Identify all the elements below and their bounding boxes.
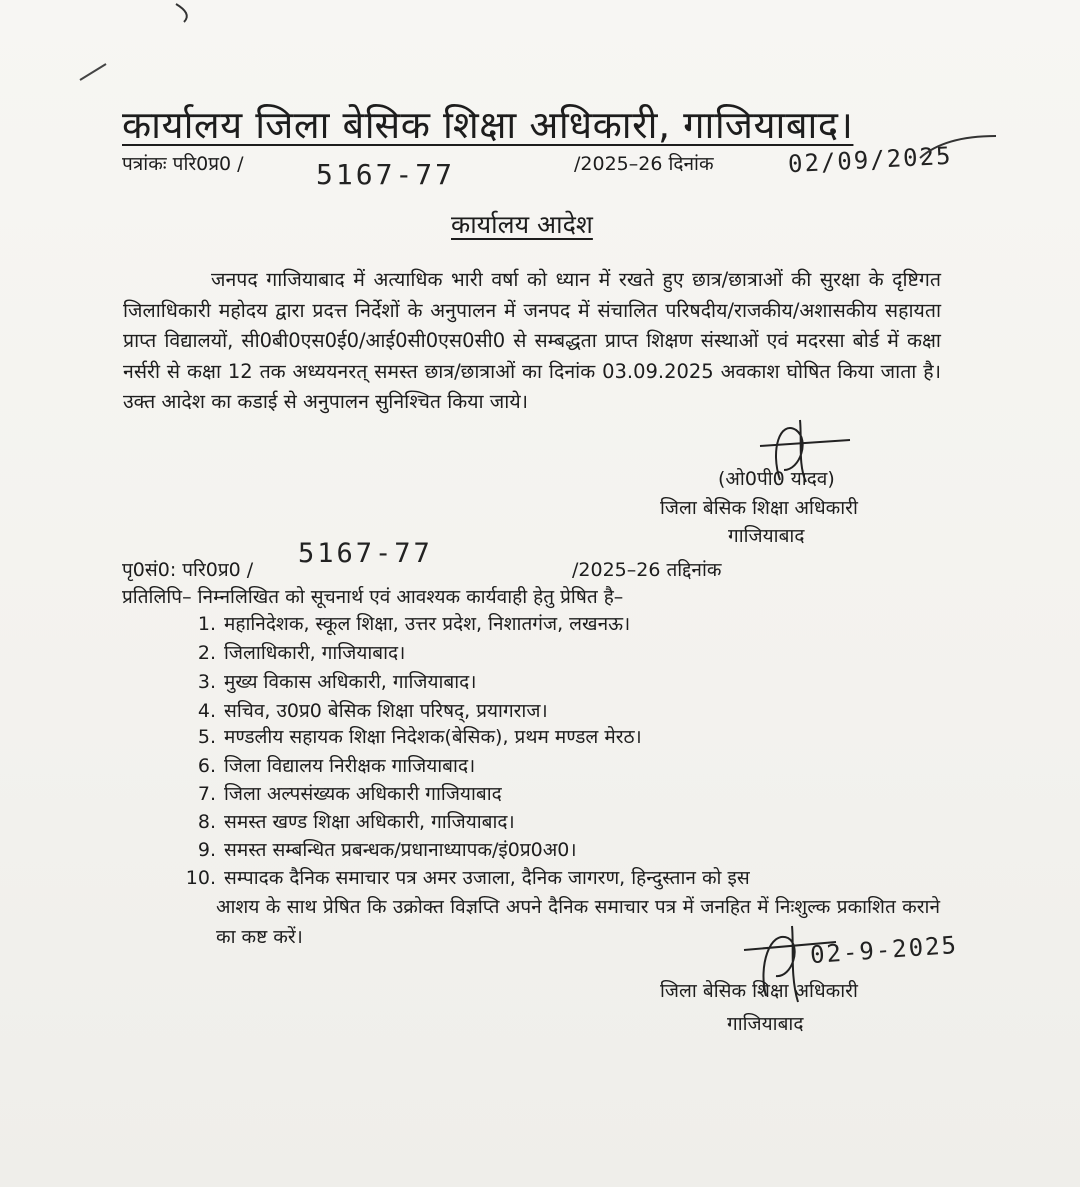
office-heading: कार्यालय जिला बेसिक शिक्षा अधिकारी, गाजियाबाद। [122, 103, 854, 147]
date-flourish [900, 130, 1000, 170]
order-title: कार्यालय आदेश [451, 210, 593, 239]
signature-2-designation: जिला बेसिक शिक्षा अधिकारी [660, 980, 858, 1002]
order-body [123, 265, 941, 418]
recipient-item: 10. सम्पादक दैनिक समाचार पत्र अमर उजाला, दैनिक जागरण, हिन्दुस्तान को इस [185, 867, 750, 889]
recipient-item: 5. मण्डलीय सहायक शिक्षा निदेशक(बेसिक), प्रथम मण्डल मेरठ। [197, 726, 642, 748]
recipient-item: 8. समस्त खण्ड शिक्षा अधिकारी, गाजियाबाद। [197, 811, 515, 833]
recipient-item: 2. जिलाधिकारी, गाजियाबाद। [197, 642, 406, 664]
signature-1-designation: जिला बेसिक शिक्षा अधिकारी [660, 497, 858, 519]
copy-ref-prefix: पृ0सं0: परि0प्र0 / [122, 559, 254, 581]
signature-2-place: गाजियाबाद [727, 1013, 804, 1035]
ref-session: /2025–26 दिनांक [574, 153, 714, 175]
recipient-item: 1. महानिदेशक, स्कूल शिक्षा, उत्तर प्रदेश, निशातगंज, लखनऊ। [197, 613, 631, 635]
signature-1-name: (ओ0पी0 यादव) [718, 468, 835, 490]
signature-1-place: गाजियाबाद [728, 525, 805, 547]
recipient-item: 7. जिला अल्पसंख्यक अधिकारी गाजियाबाद [197, 783, 502, 805]
copy-ref-hand-number: 5167-77 [298, 538, 433, 569]
recipient-item: 6. जिला विद्यालय निरीक्षक गाजियाबाद। [197, 755, 476, 777]
ref-hand-date: 02/09/2025 [787, 141, 954, 179]
ref-prefix: पत्रांकः परि0प्र0 / [122, 153, 244, 175]
recipient-item: 4. सचिव, उ0प्र0 बेसिक शिक्षा परिषद्, प्रयागराज। [197, 700, 548, 722]
order-body-text: जनपद गाजियाबाद में अत्याधिक भारी वर्षा को ध्यान में रखते हुए छात्र/छात्राओं की सुरक्षा के दृष्टिगत जिलाधिकारी महोदय द्वारा प्रदत्त निर्देशों के अनुपालन में जनपद में संचालित परिषदीय/राजकीय/अशासकीय सहायता प्राप्त विद्यालयों, सी0बी0एस0ई0/आई0सी0एस0सी0 से सम्बद्धता प्राप्त शिक्षण संस्थाओं एवं मदरसा बोर्ड में कक्षा नर्सरी से कक्षा 12 तक अध्ययनरत् समस्त छात्र/छात्राओं का दिनांक 03.09.2025 अवकाश घोषित किया जाता है। उक्त आदेश का कडाई से अनुपालन सुनिश्चित किया जाये। [123, 268, 941, 413]
recipient-item: 9. समस्त सम्बन्धित प्रबन्धक/प्रधानाध्यापक/इं0प्र0अ0। [197, 839, 577, 861]
copy-ref-session: /2025–26 तद्दिनांक [572, 559, 722, 581]
copy-intro: प्रतिलिपि– निम्नलिखित को सूचनार्थ एवं आवश्यक कार्यवाही हेतु प्रेषित है– [122, 586, 624, 608]
recipient-item: 3. मुख्य विकास अधिकारी, गाजियाबाद। [197, 671, 477, 693]
signature-2-hand-date: 02-9-2025 [809, 930, 959, 970]
recipient-item-continuation: आशय के साथ प्रेषित कि उक्रोक्त विज्ञप्ति अपने दैनिक समाचार पत्र में जनहित में निःशुल्क प्रकाशित कराने का कष्ट करें। [216, 896, 940, 948]
pen-scribble-top [0, 0, 220, 90]
ref-hand-number: 5167-77 [316, 158, 456, 191]
